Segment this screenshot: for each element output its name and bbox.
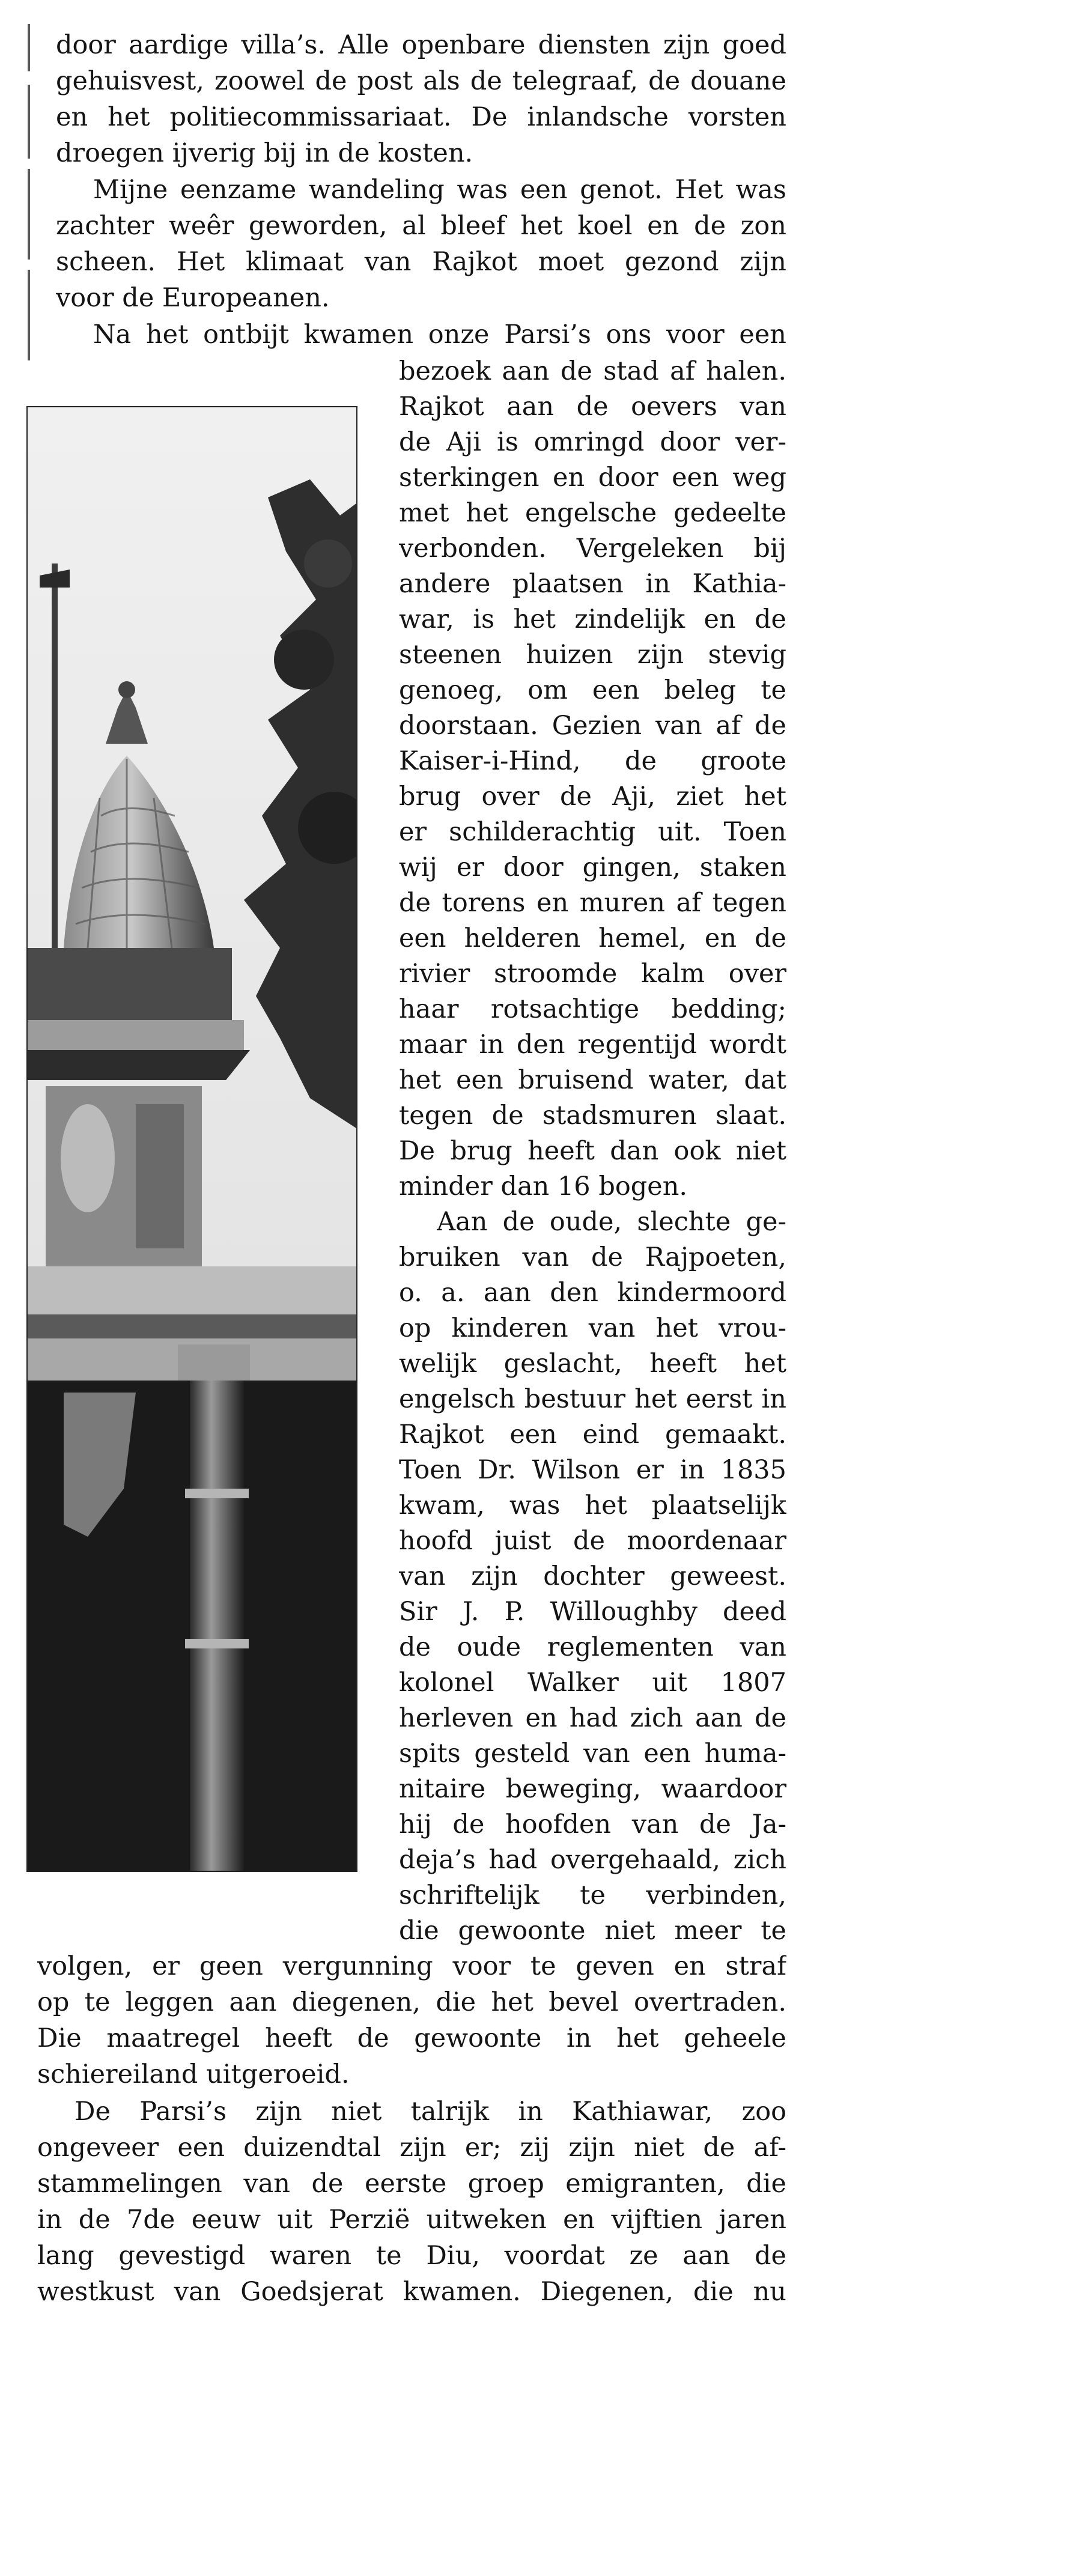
text-line: stammelingen van de eerste groep emigranten, die — [37, 2169, 786, 2199]
text-line: o. a. aan den kindermoord — [399, 1278, 786, 1308]
text-line: Na het ontbijt kwamen onze Parsi’s ons voor een — [93, 320, 786, 350]
text-line: minder dan 16 bogen. — [399, 1171, 688, 1201]
text-line: steenen huizen zijn stevig — [399, 640, 786, 670]
text-line: een helderen hemel, en de — [399, 923, 786, 953]
text-line: war, is het zindelijk en de — [399, 604, 786, 634]
text-line: scheen. Het klimaat van Rajkot moet gezond zijn — [56, 247, 786, 277]
text-line: Die maatregel heeft de gewoonte in het geheele — [37, 2023, 786, 2053]
temple-illustration — [28, 407, 356, 1871]
text-line: Aan de oude, slechte ge- — [437, 1207, 786, 1237]
text-line: deja’s had overgehaald, zich — [399, 1845, 786, 1875]
text-line: verbonden. Vergeleken bij — [399, 533, 786, 564]
text-line: ongeveer een duizendtal zijn er; zij zijn niet de af- — [37, 2133, 786, 2163]
text-line: engelsch bestuur het eerst in — [399, 1384, 786, 1414]
text-line: haar rotsachtige bedding; — [399, 994, 786, 1024]
text-line: doorstaan. Gezien van af de — [399, 711, 786, 741]
text-line: De Parsi’s zijn niet talrijk in Kathiawar, zoo — [74, 2097, 786, 2127]
text-line: lang gevestigd waren te Diu, voordat ze aan de — [37, 2241, 786, 2271]
text-line: bezoek aan de stad af halen. — [399, 356, 786, 386]
text-line: sterkingen en door een weg — [399, 463, 786, 493]
text-line: Kaiser-i-Hind, de groote — [399, 746, 786, 776]
text-line: kwam, was het plaatselijk — [399, 1490, 786, 1520]
text-line: hoofd juist de moordenaar — [399, 1526, 786, 1556]
text-line: De brug heeft dan ook niet — [399, 1136, 786, 1166]
text-line: tegen de stadsmuren slaat. — [399, 1101, 786, 1131]
text-line: Mijne eenzame wandeling was een genot. Het was — [93, 175, 786, 205]
text-line: en het politiecommissariaat. De inlandsche vorsten — [56, 102, 786, 132]
text-line: Sir J. P. Willoughby deed — [399, 1597, 786, 1627]
text-line: de oude reglementen van — [399, 1632, 786, 1662]
text-line: schiereiland uitgeroeid. — [37, 2059, 350, 2089]
text-line: rivier stroomde kalm over — [399, 959, 786, 989]
text-line: in de 7de eeuw uit Perzië uitweken en vijftien jaren — [37, 2205, 786, 2235]
temple-photograph — [26, 406, 357, 1872]
text-line: Rajkot aan de oevers van — [399, 392, 786, 422]
text-line: welijk geslacht, heeft het — [399, 1349, 786, 1379]
text-line: droegen ijverig bij in de kosten. — [56, 138, 473, 168]
text-line: spits gesteld van een huma- — [399, 1739, 786, 1769]
text-line: bruiken van de Rajpoeten, — [399, 1242, 786, 1272]
text-line: hij de hoofden van de Ja- — [399, 1809, 786, 1839]
text-line: nitaire beweging, waardoor — [399, 1774, 786, 1804]
text-line: zachter weêr geworden, al bleef het koel en de zon — [56, 211, 786, 241]
margin-rule — [28, 24, 30, 360]
text-line: genoeg, om een beleg te — [399, 675, 786, 705]
text-line: door aardige villa’s. Alle openbare diensten zijn goed — [56, 30, 786, 60]
text-line: Rajkot een eind gemaakt. — [399, 1420, 786, 1450]
text-line: gehuisvest, zoowel de post als de telegraaf, de douane — [56, 66, 786, 96]
text-line: op kinderen van het vrou- — [399, 1313, 786, 1343]
text-line: brug over de Aji, ziet het — [399, 782, 786, 812]
text-line: Toen Dr. Wilson er in 1835 — [399, 1455, 786, 1485]
text-line: wij er door gingen, staken — [399, 852, 786, 882]
text-line: voor de Europeanen. — [56, 283, 330, 313]
text-line: de torens en muren af tegen — [399, 888, 786, 918]
text-line: schriftelijk te verbinden, — [399, 1880, 786, 1910]
text-line: van zijn dochter geweest. — [399, 1561, 786, 1591]
text-line: volgen, er geen vergunning voor te geven en straf — [37, 1951, 786, 1981]
text-line: met het engelsche gedeelte — [399, 498, 786, 528]
text-line: het een bruisend water, dat — [399, 1065, 786, 1095]
text-line: die gewoonte niet meer te — [399, 1916, 786, 1946]
text-line: kolonel Walker uit 1807 — [399, 1668, 786, 1698]
text-line: de Aji is omringd door ver- — [399, 427, 786, 457]
text-line: andere plaatsen in Kathia- — [399, 569, 786, 599]
text-line: er schilderachtig uit. Toen — [399, 817, 786, 847]
text-line: herleven en had zich aan de — [399, 1703, 786, 1733]
text-line: westkust van Goedsjerat kwamen. Diegenen, die nu — [37, 2277, 786, 2307]
text-line: maar in den regentijd wordt — [399, 1030, 786, 1060]
text-line: op te leggen aan diegenen, die het bevel overtraden. — [37, 1987, 786, 2017]
